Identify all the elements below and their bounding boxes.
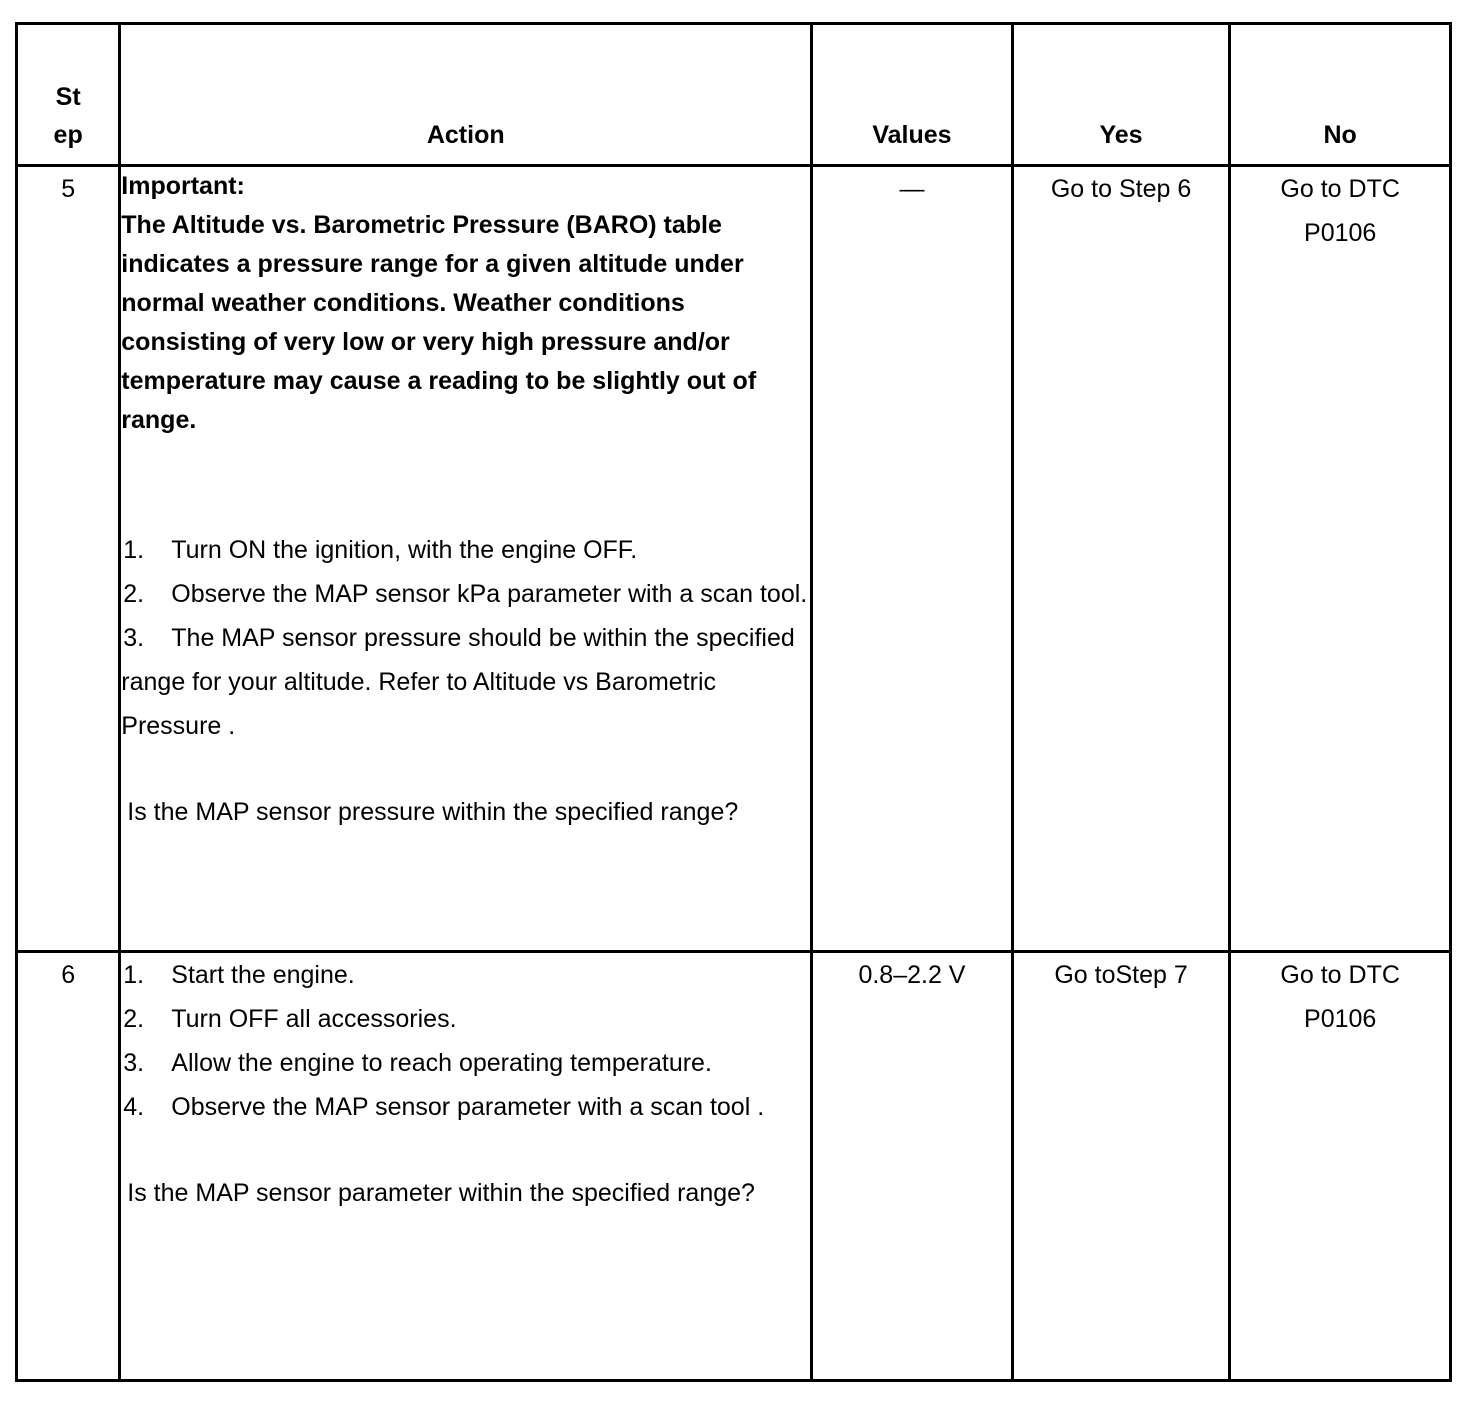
step-number: 5 [17, 166, 120, 952]
important-note: The Altitude vs. Barometric Pressure (BARO) table indicates a pressure range for a given altitude under normal weather conditions. Weather conditions consisting of very low or very high pressure and/or temperature may cause a reading to be slightly out of range. [121, 211, 757, 434]
list-item-number: 3. [123, 624, 145, 652]
step-number: 6 [17, 952, 120, 1381]
list-item-text: Turn OFF all accessories. [171, 1005, 457, 1033]
action-cell [120, 166, 812, 952]
list-item-text: Observe the MAP sensor parameter with a scan tool . [171, 1093, 765, 1121]
table-row-step-5 [17, 166, 1451, 952]
action-steps-list [121, 528, 810, 748]
header-no: No [1230, 24, 1451, 166]
header-step-line2: ep [53, 121, 83, 149]
list-item-text: Start the engine. [171, 961, 355, 989]
yes-cell [1012, 166, 1230, 952]
no-cell [1230, 166, 1451, 952]
no-link-line2[interactable]: P0106 [1304, 1005, 1377, 1033]
list-item-text: Observe the MAP sensor kPa parameter with a scan tool. [171, 580, 808, 608]
header-step-line1: St [55, 83, 81, 111]
yes-link-go-to-step-7[interactable]: Go toStep 7 [1054, 961, 1188, 989]
list-item-text: Turn ON the ignition, with the engine OFF. [171, 536, 638, 564]
no-link-line1[interactable]: Go to DTC [1280, 961, 1400, 989]
header-step [17, 24, 120, 166]
list-item [121, 997, 810, 1041]
values-cell: — [812, 166, 1013, 952]
list-item-text: The MAP sensor pressure should be within the specified range for your altitude. Refer to Altitude vs Barometric Pressure . [121, 624, 795, 740]
list-item [121, 1041, 810, 1085]
no-link-line1[interactable]: Go to DTC [1280, 175, 1400, 203]
no-link-line2[interactable]: P0106 [1304, 219, 1377, 247]
list-item-number: 1. [123, 536, 145, 564]
header-yes: Yes [1012, 24, 1230, 166]
header-values: Values [812, 24, 1013, 166]
action-steps-list [121, 953, 810, 1129]
header-action: Action [120, 24, 812, 166]
list-item-text: Allow the engine to reach operating temperature. [171, 1049, 712, 1077]
list-item [121, 953, 810, 997]
yes-link-go-to-step-6[interactable]: Go to Step 6 [1050, 175, 1192, 203]
list-item [121, 1085, 810, 1129]
diagnostic-table [15, 22, 1452, 1382]
list-item [121, 572, 810, 616]
list-item-number: 1. [123, 961, 145, 989]
list-item [121, 616, 810, 748]
yes-cell [1012, 952, 1230, 1381]
check-question [121, 790, 810, 834]
question-text: Is the MAP sensor pressure within the specified range? [127, 798, 739, 826]
list-item-number: 3. [123, 1049, 145, 1077]
values-cell: 0.8–2.2 V [812, 952, 1013, 1381]
question-text: Is the MAP sensor parameter within the specified range? [127, 1179, 755, 1207]
table-header-row [17, 24, 1451, 166]
list-item-number: 4. [123, 1093, 145, 1121]
important-title: Important: [121, 172, 245, 200]
no-cell [1230, 952, 1451, 1381]
diagnostic-table-sheet [15, 22, 1452, 1381]
action-cell [120, 952, 812, 1381]
table-row-step-6 [17, 952, 1451, 1381]
check-question [121, 1171, 810, 1215]
list-item-number: 2. [123, 1005, 145, 1033]
list-item [121, 528, 810, 572]
list-item-number: 2. [123, 580, 145, 608]
